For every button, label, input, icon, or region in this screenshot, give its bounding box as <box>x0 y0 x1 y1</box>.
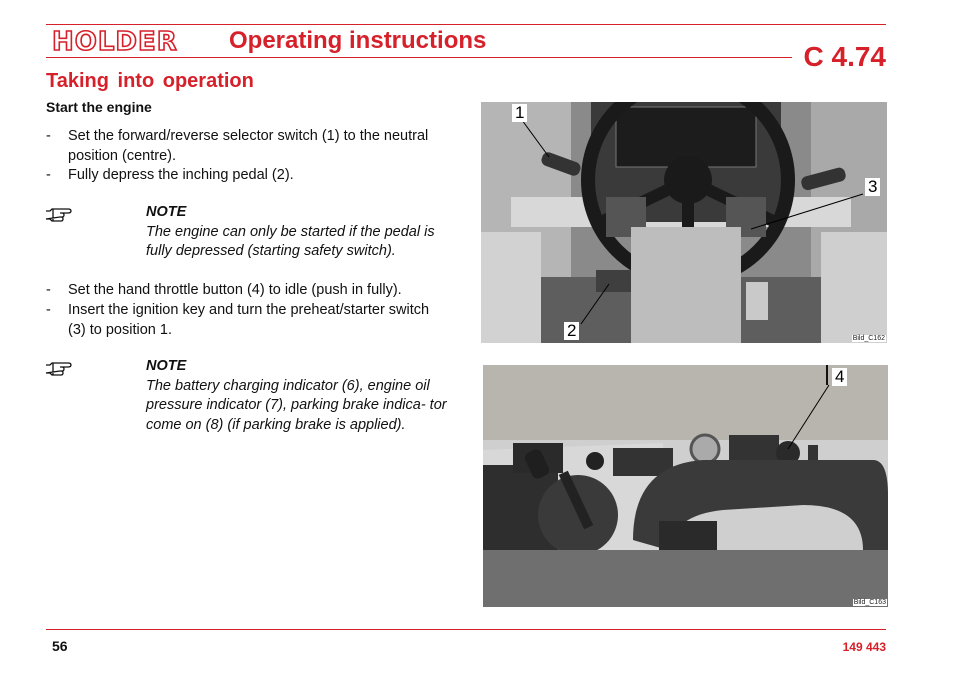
document-title: Operating instructions <box>229 27 487 54</box>
note-text: The engine can only be started if the pedal is fully depressed (starting safety switch). <box>146 223 435 259</box>
list-item <box>46 127 448 166</box>
callout-label: 2 <box>564 322 579 340</box>
console-photo <box>483 365 888 607</box>
subheading: Start the engine <box>46 99 152 115</box>
callout-label: 1 <box>512 104 527 122</box>
note-title: NOTE <box>146 358 187 374</box>
list-item <box>46 166 448 186</box>
note-block <box>146 357 456 435</box>
list-dash: - <box>46 302 51 318</box>
list-dash: - <box>46 167 51 183</box>
pointing-hand-icon <box>44 359 74 379</box>
cab-photo <box>481 102 887 343</box>
callout-label: 3 <box>865 178 880 196</box>
callout-label: 4 <box>832 368 847 386</box>
footer-rule <box>46 629 886 630</box>
note-text: The battery charging indicator (6), engine oil pressure indicator (7), parking brake indica- tor come on (8) (if parking brake is applied). <box>146 377 447 433</box>
list-text: Set the hand throttle button (4) to idle (push in fully). <box>68 282 402 298</box>
console-illustration <box>483 365 888 607</box>
list-text: Set the forward/reverse selector switch (1) to the neutral position (centre). <box>68 128 429 164</box>
figure-caption: Bild_C162 <box>852 335 885 342</box>
brand-logo: HOLDER <box>52 27 178 57</box>
cab-illustration <box>481 102 887 343</box>
note-block <box>146 203 456 262</box>
document-number: 149 443 <box>842 640 886 654</box>
page-number: 56 <box>52 638 68 654</box>
list-dash: - <box>46 282 51 298</box>
list-dash: - <box>46 128 51 144</box>
pointing-hand-icon <box>44 205 74 225</box>
section-title: Taking into operation <box>46 70 254 92</box>
list-text: Insert the ignition key and turn the preheat/starter switch (3) to position 1. <box>68 302 430 338</box>
figure-caption: Bild_C163 <box>853 599 886 606</box>
list-item <box>46 281 448 301</box>
header-top-rule <box>46 24 886 25</box>
note-title: NOTE <box>146 204 187 220</box>
list-text: Fully depress the inching pedal (2). <box>68 167 294 183</box>
chapter-code: C 4.74 <box>803 41 886 72</box>
header-bottom-rule <box>46 57 792 58</box>
list-item <box>46 301 448 340</box>
